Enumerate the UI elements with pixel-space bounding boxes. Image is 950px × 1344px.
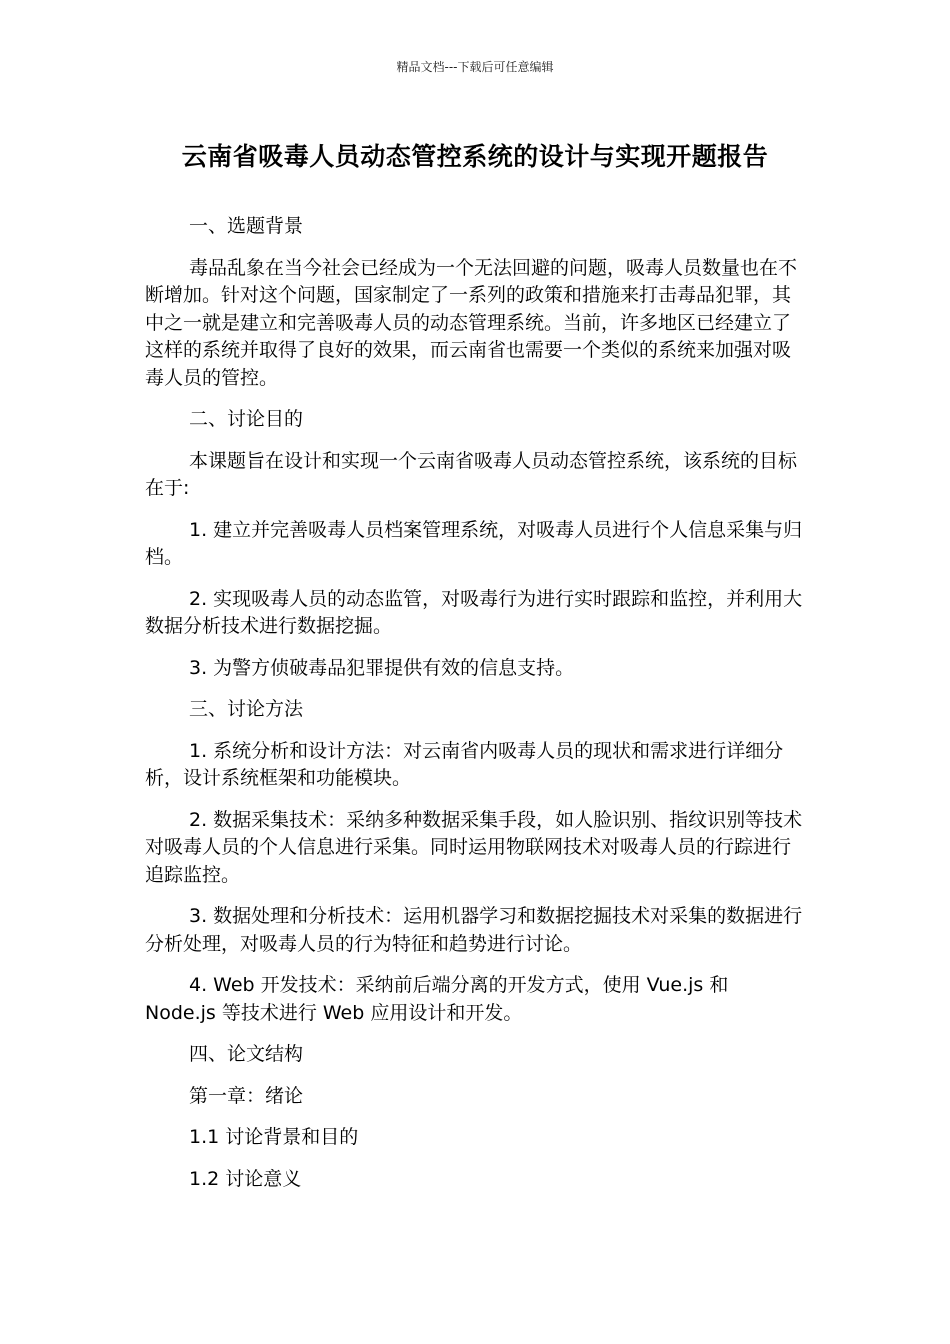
section-heading-background: 一、选题背景 — [189, 215, 304, 237]
method-item-2: 2. 数据采集技术：采纳多种数据采集手段，如人脸识别、指纹识别等技术对吸毒人员的个人信息进行采集。同时运用物联网技术对吸毒人员的行踪进行追踪监控。 — [145, 808, 803, 886]
section-heading-methods: 三、讨论方法 — [189, 698, 304, 720]
method-item-1: 1. 系统分析和设计方法：对云南省内吸毒人员的现状和需求进行详细分析，设计系统框架和功能模块。 — [145, 739, 784, 789]
chapter-1-section-1: 1.1 讨论背景和目的 — [189, 1126, 359, 1148]
paragraph-background: 毒品乱象在当今社会已经成为一个无法回避的问题，吸毒人员数量也在不断增加。针对这个问题，国家制定了一系列的政策和措施来打击毒品犯罪，其中之一就是建立和完善吸毒人员的动态管理系统。当前，许多地区已经建立了这样的系统并取得了良好的效果，而云南省也需要一个类似的系统来加强对吸毒人员的管控。 — [145, 256, 798, 389]
document-title: 云南省吸毒人员动态管控系统的设计与实现开题报告 — [181, 142, 769, 171]
section-heading-purpose: 二、讨论目的 — [189, 408, 304, 430]
page-header: 精品文档---下载后可任意编辑 — [396, 60, 554, 74]
paragraph-purpose-intro: 本课题旨在设计和实现一个云南省吸毒人员动态管控系统，该系统的目标在于: — [145, 449, 798, 499]
method-item-4: 4. Web 开发技术：采纳前后端分离的开发方式，使用 Vue.js 和 Node.js 等技术进行 Web 应用设计和开发。 — [145, 974, 729, 1024]
section-heading-structure: 四、论文结构 — [189, 1043, 304, 1065]
document-body — [145, 213, 805, 1207]
method-item-3: 3. 数据处理和分析技术：运用机器学习和数据挖掘技术对采集的数据进行分析处理，对吸毒人员的行为特征和趋势进行讨论。 — [145, 905, 803, 955]
purpose-item-2: 2. 实现吸毒人员的动态监管，对吸毒行为进行实时跟踪和监控，并利用大数据分析技术进行数据挖掘。 — [145, 587, 803, 637]
purpose-item-3: 3. 为警方侦破毒品犯罪提供有效的信息支持。 — [189, 656, 575, 679]
purpose-item-1: 1. 建立并完善吸毒人员档案管理系统，对吸毒人员进行个人信息采集与归档。 — [145, 518, 803, 568]
chapter-1-section-2: 1.2 讨论意义 — [189, 1167, 302, 1190]
chapter-1-heading: 第一章：绪论 — [189, 1084, 304, 1107]
